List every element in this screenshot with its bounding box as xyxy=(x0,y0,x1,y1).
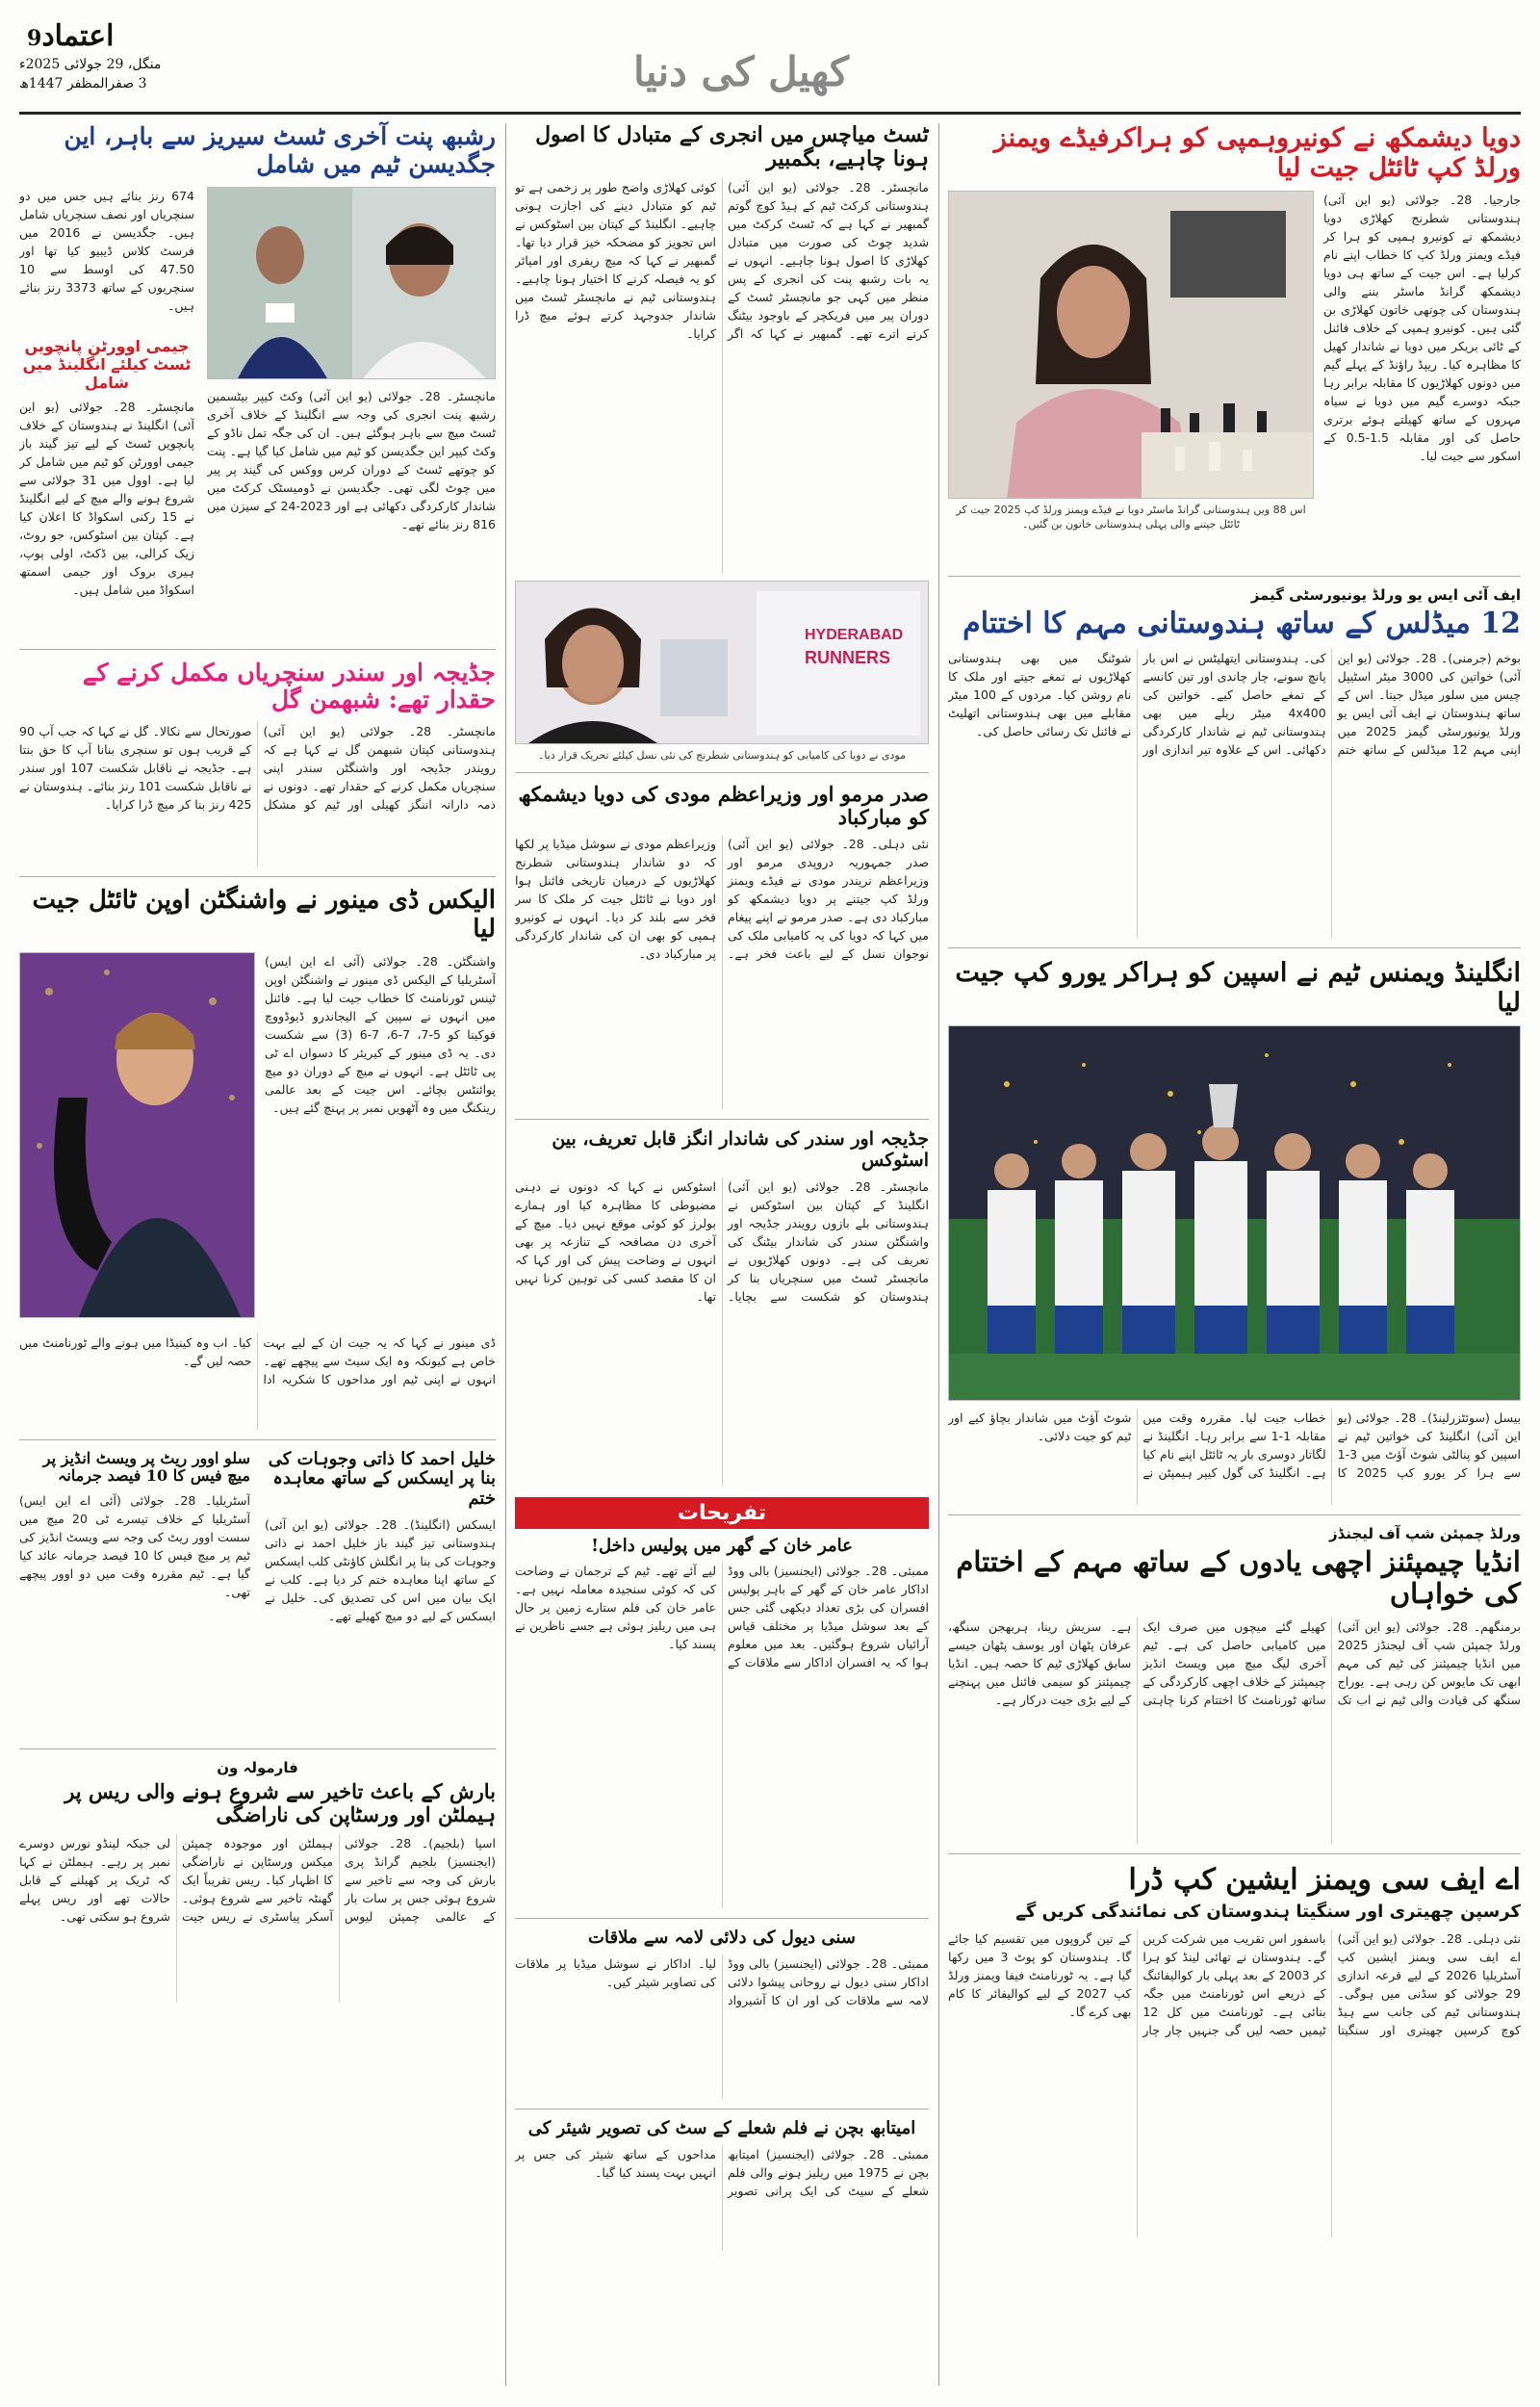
fine-headline: سلو اوور ریٹ پر ویسٹ انڈیز پر میچ فیس کا 10 فیصد جرمانہ xyxy=(42,1448,250,1486)
legends-headline: انڈیا چیمپئنز اچھی یادوں کے ساتھ مہم کے اختتام کی خواہاں xyxy=(956,1544,1521,1611)
rule xyxy=(515,1918,929,1919)
overton-body: مانچسٹر۔ 28۔ جولائی (یو این آئی) انگلینڈ نے ہندوستان کے خلاف پانچویں ٹسٹ کے لیے تیز گیند باز جیمی اوورٹن کو ٹیم میں شامل کر لیا ہے۔ اوول میں 31 جولائی سے شروع ہونے والے میچ کے لیے انگلینڈ نے 15 رکنی اسکواڈ کا اعلان کیا ہے۔ کپتان بین اسٹوکس، جو روٹ، زیک کرالی، بین ڈکٹ، اولی پوپ، ہیری بروک اور جیمی اسمتھ اسکواڈ میں شامل ہیں۔ xyxy=(19,399,194,597)
f1-kicker: فارمولہ ون xyxy=(217,1758,298,1776)
left-column xyxy=(19,123,496,2003)
column-divider xyxy=(938,123,939,2386)
rule xyxy=(948,1514,1521,1515)
rule xyxy=(515,772,929,773)
entertainment-bar: تفریحات xyxy=(515,1497,929,1529)
khaleel-body: ایسکس (انگلینڈ)۔ 28۔ جولائی (یو این آئی) ہندوستانی تیز گیند باز خلیل احمد نے ذاتی وجوہات کی بنا پر انگلش کاؤنٹی کلب ایسکس کے ساتھ اپنا معاہدہ ختم کر دیا ہے۔ کلب نے ایک بیان میں اس کی تصدیق کی۔ خلیل نے ایسکس کے لیے دو میچ کھیلے تھے۔ xyxy=(265,1516,496,1623)
euro-headline: انگلینڈ ویمنس ٹیم نے اسپین کو ہراکر یورو کپ جیت لیا xyxy=(955,957,1521,1018)
rule xyxy=(19,1748,496,1749)
fine-body: آسٹریلیا۔ 28۔ جولائی (آئی اے این ایس) آسٹریلیا کے خلاف تیسرے ٹی 20 میچ میں سست اوور ریٹ کی وجہ سے ویسٹ انڈیز کی ٹیم پر میچ فیس کا 10 فیصد جرمانہ عائد کیا گیا ہے۔ ٹیم مقررہ وقت میں دو اوور پیچھے تھی۔ xyxy=(19,1492,250,1599)
pant-body: مانچسٹر۔ 28۔ جولائی (یو این آئی) وکٹ کیپر بیٹسمین رشبھ پنت انجری کی وجہ سے انگلینڈ کے خلاف آخری ٹسٹ میچ سے باہر ہوگئے ہیں۔ ان کی جگہ تمل ناڈو کے وکٹ کیپر این جگدیسن کو ٹیم میں شامل کیا گیا ہے۔ پنت کو چوتھے ٹسٹ کے دوران کرس ووکس کی گیند پر پیر میں چوٹ لگی تھی۔ جگدیسن نے ڈومیسٹک کرکٹ میں شاندار کارکردگی دکھائی ہے اور 2023-24 کے سیزن میں 816 رنز بنائے تھے۔ xyxy=(207,388,496,531)
aamir-headline: عامر خان کے گھر میں پولیس داخل! xyxy=(591,1535,853,1556)
legends-body: برمنگھم۔ 28۔ جولائی (یو این آئی) ورلڈ چمپئن شپ آف لیجنڈز 2025 میں انڈیا چیمپئنز کی ٹیم کی مہم ابھی تک مایوس کن رہی ہے۔ یوراج سنگھ کی قیادت والی ٹیم نے اب تک کھیلے گئے میچوں میں صرف ایک میں کامیابی حاصل کی ہے۔ ٹیم آخری لیگ میچ میں ویسٹ انڈیز چیمپئنز کے خلاف اچھی کارکردگی کے ساتھ ٹورنامنٹ کا اختتام کرنا چاہتی ہے۔ سریش رینا، ہربھجن سنگھ، عرفان پٹھان اور یوسف پٹھان جیسے سابق کھلاڑی ٹیم کا حصہ ہیں۔ انڈیا چیمپئنز کو سیمی فائنل میں پہنچنے کے لیے بڑی جیت درکار ہے۔ xyxy=(948,1619,1521,1708)
deminaur-photo-art xyxy=(20,953,255,1318)
masthead xyxy=(19,19,1521,116)
aamir-body: ممبئی۔ 28۔ جولائی (ایجنسیز) بالی ووڈ اداکار عامر خان کے گھر کے باہر پولیس افسران کی بڑی تعداد دیکھی گئی جس کے بعد سوشل میڈیا پر مختلف قیاس آرائیاں شروع ہوگئیں۔ بعد میں معلوم ہوا کہ یہ افسران اداکار سے ملاقات کے لیے آئے تھے۔ ٹیم کے ترجمان نے وضاحت کی کہ کوئی سنجیدہ معاملہ نہیں ہے۔ عامر خان کی فلم ستارے زمین پر حال ہی میں ریلیز ہوئی ہے جسے ناظرین نے پسند کیا۔ xyxy=(515,1564,929,1670)
sunny-body: ممبئی۔ 28۔ جولائی (ایجنسیز) بالی ووڈ اداکار سنی دیول نے روحانی پیشوا دلائی لامہ سے ملاقات کی اور ان کا آشیرواد لیا۔ اداکار نے سوشل میڈیا پر ملاقات کی تصاویر شیئر کیں۔ xyxy=(515,1955,929,2007)
modi-caption: مودی نے دویا کی کامیابی کو ہندوستانی شطرنج کی نئی نسل کیلئے تحریک قرار دیا۔ xyxy=(537,748,907,762)
gill-headline: جڈیجہ اور سندر سنچریاں مکمل کرنے کے حقدار تھے: شبھمن گل xyxy=(82,658,496,714)
svg-text:RUNNERS: RUNNERS xyxy=(805,647,891,667)
stokes-headline: جڈیجہ اور سندر کی شاندار انگز قابل تعریف، بین اسٹوکس xyxy=(552,1127,929,1171)
isu-kicker: ایف آئی ایس یو ورلڈ یونیورسٹی گیمز xyxy=(1250,586,1521,605)
column-divider xyxy=(505,123,506,2386)
khaleel-headline: خلیل احمد کا ذاتی وجوہات کی بنا پر ایسکس کے ساتھ معاہدہ ختم xyxy=(268,1448,496,1510)
date-hijri: 3 صفرالمظفر 1447ھ xyxy=(19,76,147,91)
divya-headline: دویا دیشمکھ نے کونیروہمپی کو ہراکرفیڈے ویمنز ورلڈ کپ ٹائٹل جیت لیا xyxy=(993,123,1521,184)
stokes-body: مانچسٹر۔ 28۔ جولائی (یو این آئی) انگلینڈ کے کپتان بین اسٹوکس نے ہندوستانی بلے بازوں رویندر جڈیجہ اور واشنگٹن سندر کی شاندار بیٹنگ کی تعریف کی ہے۔ دونوں کھلاڑیوں نے مانچسٹر ٹسٹ میں سنچریاں بنا کر ہندوستان کو شکست سے بچایا۔ اسٹوکس نے کہا کہ دونوں نے ذہنی مضبوطی کا مظاہرہ کیا اور ہمارے بولرز کو کوئی موقع نہیں دیا۔ میچ کے آخری دن مصافحہ کے تنازعہ پر بھی انہوں نے وضاحت پیش کی اور کہا کہ ان کا مقصد کسی کی توہین کرنا نہیں تھا۔ xyxy=(515,1178,929,1304)
divya-body: جارجیا۔ 28۔ جولائی (یو این آئی) ہندوستانی شطرنج کھلاڑی دویا دیشمکھ نے کونیرو ہمپی کو ہرا کر فیڈے ویمنز ورلڈ کپ کا خطاب اپنے نام کرلیا ہے۔ اس جیت کے ساتھ ہی دویا دیشمکھ گرانڈ ماسٹر بننے والی ہندوستان کی چوتھی خاتون کھلاڑی بن گئی ہیں۔ کونیرو ہمپی کے خلاف فائنل کے ٹائی بریکر میں دویا نے شاندار کھیل کا مظاہرہ کیا۔ ریپڈ راؤنڈ کے پہلے گیم میں دونوں کھلاڑیوں کا مقابلہ برابر رہا جبکہ دوسرے گیم میں دویا نے سیاہ مہروں کے ساتھ کھیلتے ہوئے برتری حاصل کی اور مقابلہ 1.5-0.5 کے اسکور سے جیت لیا۔ xyxy=(1323,193,1521,464)
paper-logo xyxy=(19,19,173,116)
pant-headline: رشبھ پنت آخری ٹسٹ سیریز سے باہر، این جگدیسن ٹیم میں شامل xyxy=(64,122,496,178)
pant-photo xyxy=(207,187,496,379)
euro-body: بیسل (سوئٹزرلینڈ)۔ 28۔ جولائی (یو این آئی) انگلینڈ کی خواتین ٹیم نے اسپین کو پنالٹی شوٹ آؤٹ میں 3-1 سے ہرا کر یورو کپ 2025 کا خطاب جیت لیا۔ مقررہ وقت میں مقابلہ 1-1 سے برابر رہا۔ انگلینڈ نے لگاتار دوسری بار یہ ٹائٹل اپنے نام کیا ہے۔ انگلینڈ کی گول کیپر ہیمپٹن نے شوٹ آؤٹ میں شاندار بچاؤ کیے اور ٹیم کو جیت دلائی۔ xyxy=(948,1410,1521,1480)
pant-stats: 674 رنز بنائے ہیں جس میں دو سنچریاں اور نصف سنچریاں شامل ہیں۔ جگدیسن نے 2016 میں فرسٹ کلاس ڈیبیو کیا تھا اور 47.50 کی اوسط سے 10 سنچریوں کے ساتھ 3373 رنز بنائے ہیں۔ xyxy=(19,188,194,313)
modi-photo-art xyxy=(516,582,929,744)
amitabh-body: ممبئی۔ 28۔ جولائی (ایجنسیز) امیتابھ بچن نے 1975 میں ریلیز ہونے والی فلم شعلے کے سیٹ کی ایک پرانی تصویر مداحوں کے ساتھ شیئر کی جس پر انہیں بہت پسند کیا گیا۔ xyxy=(515,2146,929,2198)
afc-subhead: کرسپن چھیتری اور سنگیتا ہندوستان کی نمائندگی کریں گے xyxy=(1015,1901,1521,1922)
rule xyxy=(948,576,1521,577)
gambhir-body: مانچسٹر۔ 28۔ جولائی (یو این آئی) ہندوستانی کرکٹ ٹیم کے ہیڈ کوچ گوتم گمبھیر نے کہا ہے کہ ٹسٹ کرکٹ میں شدید چوٹ کی صورت میں متبادل کھلاڑی کا اصول ہونا چاہیے۔ انہوں نے یہ بات رشبھ پنت کی انجری کے پس منظر میں کہی جو مانچسٹر ٹسٹ کے دوران پیر میں فریکچر کے باوجود بیٹنگ کرنے اترے تھے۔ گمبھیر نے کہا کہ اگر کوئی کھلاڑی واضح طور پر زخمی ہے تو ٹیم کو متبادل دینے کی اجازت ہونی چاہیے۔ انگلینڈ کے کپتان بین اسٹوکس نے اس تجویز کو مضحکہ خیز قرار دیا تھا۔ گمبھیر نے کہا کہ میچ ریفری اور امپائر کو یہ فیصلہ کرنے کا اختیار ہونا چاہیے۔ ہندوستانی ٹیم نے مانچسٹر ٹسٹ میں شاندار جدوجہد کرتے ہوئے میچ ڈرا کرایا۔ xyxy=(515,179,929,341)
afc-headline: اے ایف سی ویمنز ایشین کپ ڈرا xyxy=(1128,1863,1521,1898)
deminaur-photo xyxy=(19,952,255,1318)
overton-subhead: جیمی اوورٹن پانچویں xyxy=(24,336,190,355)
deminaur-body-2: ڈی مینور نے کہا کہ یہ جیت ان کے لیے بہت خاص ہے کیونکہ وہ ایک سیٹ سے پیچھے تھے۔ انہوں نے اپنی ٹیم اور مداحوں کا شکریہ ادا کیا۔ اب وہ کینیڈا میں ہونے والے ٹورنامنٹ میں حصہ لیں گے۔ xyxy=(19,1334,496,1386)
divya-photo xyxy=(948,191,1314,499)
divya-caption: اس 88 ویں ہندوستانی گرانڈ ماسٹر دویا نے فیڈے ویمنز ورلڈ کپ 2025 جیت کر ٹائٹل جیتنے والی پہلی ہندوستانی خاتون بن گئیں۔ xyxy=(956,504,1306,531)
section-title: کھیل کی دنیا xyxy=(633,48,849,95)
date-gregorian: منگل، 29 جولائی 2025ء xyxy=(19,57,162,72)
middle-column xyxy=(515,123,929,2251)
pant-photo-art xyxy=(208,188,496,379)
rule xyxy=(19,649,496,650)
f1-body: اسپا (بلجیم)۔ 28۔ جولائی (ایجنسیز) بلجیم گرانڈ پری بارش کی وجہ سے تاخیر سے شروع ہوئی جس پر سات بار کے عالمی چمپئن لیوس ہیملٹن اور موجودہ چمپئن میکس ورسٹاپن نے ناراضگی کا اظہار کیا۔ ریس تقریباً ایک گھنٹہ تاخیر سے شروع ہوئی۔ آسکر پیاسٹری نے ریس جیت لی جبکہ لینڈو نورس دوسرے نمبر پر رہے۔ ہیملٹن نے کہا کہ ٹریک پر کھیلنے کے قابل حالات تھے اور ریس پہلے شروع ہو سکتی تھی۔ xyxy=(19,1836,496,1925)
page-number: 9 xyxy=(27,26,42,51)
isu-body: بوخم (جرمنی)۔ 28۔ جولائی (یو این آئی) خواتین کی 3000 میٹر اسٹیپل چیس میں سلور میڈل جیتا۔ اس کے ساتھ ہندوستان نے ایف آئی ایس یو ورلڈ یونیورسٹی گیمز 2025 میں اپنی مہم 12 میڈلس کے ساتھ ختم کی۔ ہندوستانی ایتھلیٹس نے اس بار پانچ سونے، چار چاندی اور تین کانسے کے تمغے حاصل کیے۔ خواتین کی 4x400 میٹر ریلے میں بھی ہندوستانی ٹیم نے شاندار کارکردگی دکھائی۔ اس کے علاوہ تیر اندازی اور شوٹنگ میں بھی ہندوستانی کھلاڑیوں نے تمغے جیتے اور ملک کا نام روشن کیا۔ مردوں کے 100 میٹر مقابلے میں بھی ہندوستانی اتھلیٹ نے فائنل تک رسائی حاصل کی۔ xyxy=(948,650,1521,757)
isu-headline: 12 میڈلس کے ساتھ ہندوستانی مہم کا اختتام xyxy=(962,607,1521,641)
president-body: نئی دہلی۔ 28۔ جولائی (یو این آئی) صدر جمہوریہ دروپدی مرمو اور وزیراعظم نریندر مودی نے فیڈے ویمنز ورلڈ کپ جیتنے پر دویا دیشمکھ کو مبارکباد دی ہے۔ صدر مرمو نے اپنے پیغام میں کہا کہ دویا کی یہ کامیابی ملک کی نوجوان نسل کے لیے باعث فخر ہے۔ وزیراعظم مودی نے سوشل میڈیا پر لکھا کہ دو شاندار ہندوستانی شطرنج کھلاڑیوں کے درمیان تاریخی فائنل ہوا اور دویا نے ٹائٹل جیت کر ملک کا سر فخر سے بلند کر دیا۔ انہوں نے کونیرو ہمپی کو بھی ان کی شاندار کارکردگی پر مبارکباد دی۔ xyxy=(515,836,929,961)
f1-headline: بارش کے باعث تاخیر سے شروع ہونے والی ریس پر ہیملٹن اور ورسٹاپن کی ناراضگی xyxy=(64,1778,496,1826)
paper-name: اعتماد xyxy=(41,19,115,53)
rule xyxy=(515,1119,929,1120)
deminaur-headline: الیکس ڈی مینور نے واشنگٹن اوپن ٹائٹل جیت لیا xyxy=(32,886,496,944)
rule xyxy=(19,1439,496,1440)
svg-text:HYDERABAD: HYDERABAD xyxy=(805,626,904,643)
amitabh-headline: امیتابھ بچن نے فلم شعلے کے سٹ کی تصویر شیئر کی xyxy=(527,2117,916,2138)
rule xyxy=(948,947,1521,948)
masthead-rule xyxy=(19,112,1521,115)
divya-photo-art xyxy=(949,192,1314,499)
afc-body: نئی دہلی۔ 28۔ جولائی (یو این آئی) اے ایف سی ویمنز ایشین کپ آسٹریلیا 2026 کے لیے قرعہ اندازی 29 جولائی کو سڈنی میں ہوگی۔ ہندوستانی ٹیم کی جانب سے ہیڈ کوچ کرسپن چھیتری اور سنگیتا باسفور اس تقریب میں شرکت کریں گے۔ ہندوستان نے تھائی لینڈ کو ہرا کر 2003 کے بعد پہلی بار کوالیفائنگ کے ذریعے اس ٹورنامنٹ میں جگہ بنائی ہے۔ ٹورنامنٹ میں کل 12 ٹیمیں حصہ لیں گی جنہیں چار چار کے تین گروپوں میں تقسیم کیا جائے گا۔ ہندوستان کو پوٹ 3 میں رکھا گیا ہے۔ یہ ٹورنامنٹ فیفا ویمنز ورلڈ کپ 2027 کے لیے کوالیفائر کا کام بھی کرے گا۔ xyxy=(948,1930,1521,2037)
modi-photo xyxy=(515,581,929,744)
rule xyxy=(19,876,496,877)
section-banner xyxy=(308,48,1174,96)
gambhir-headline: ٹسٹ میاچس میں انجری کے متبادل کا اصول ہونا چاہیے، بگمبیر xyxy=(535,122,929,172)
right-column xyxy=(948,123,1521,2238)
rule xyxy=(948,1853,1521,1854)
gill-body: مانچسٹر۔ 28۔ جولائی (یو این آئی) ہندوستانی کپتان شبھمن گل نے کہا ہے کہ رویندر جڈیجہ اور واشنگٹن سندر اپنی سنچریاں مکمل کرنے کے حقدار تھے۔ دونوں نے ذمہ دارانہ اننگز کھیلی اور ٹیم کو مشکل صورتحال سے نکالا۔ گل نے کہا کہ جب آپ 90 کے قریب ہوں تو سنچری بنانا آپ کا حق بنتا ہے۔ جڈیجہ نے ناقابل شکست 107 اور سندر نے ناقابل شکست 101 رنز بنائے۔ ہندوستان نے 425 رنز بنا کر میچ ڈرا کرایا۔ xyxy=(19,724,496,812)
legends-kicker: ورلڈ چمپئن شپ آف لیجنڈز xyxy=(1329,1524,1521,1542)
sunny-headline: سنی دیول کی دلائی لامہ سے ملاقات xyxy=(588,1928,856,1949)
overton-subhead-2: ٹسٹ کیلئے انگلینڈ میں شامل xyxy=(22,354,192,392)
deminaur-body: واشنگٹن۔ 28۔ جولائی (آئی اے این ایس) آسٹریلیا کے الیکس ڈی مینور نے واشنگٹن اوپن ٹینس ٹورنامنٹ کا خطاب جیت لیا ہے۔ فائنل میں انہوں نے سپین کے الیجاندرو ڈیوڈووچ فوکینا کو 5-7، 7-6، 7-6 (3) سے شکست دی۔ یہ ڈی مینور کے کیریئر کا دسواں اے ٹی پی ٹائٹل ہے۔ انہوں نے میچ کے دوران دو میچ پوائنٹس بچائے۔ اس جیت کے بعد عالمی رینکنگ میں وہ آٹھویں نمبر پر پہنچ گئے ہیں۔ xyxy=(265,953,496,1115)
euro-photo-art xyxy=(949,1026,1521,1401)
euro-photo xyxy=(948,1025,1521,1401)
president-headline: صدر مرمو اور وزیراعظم مودی کی دویا دیشمکھ کو مبارکباد xyxy=(518,781,929,829)
